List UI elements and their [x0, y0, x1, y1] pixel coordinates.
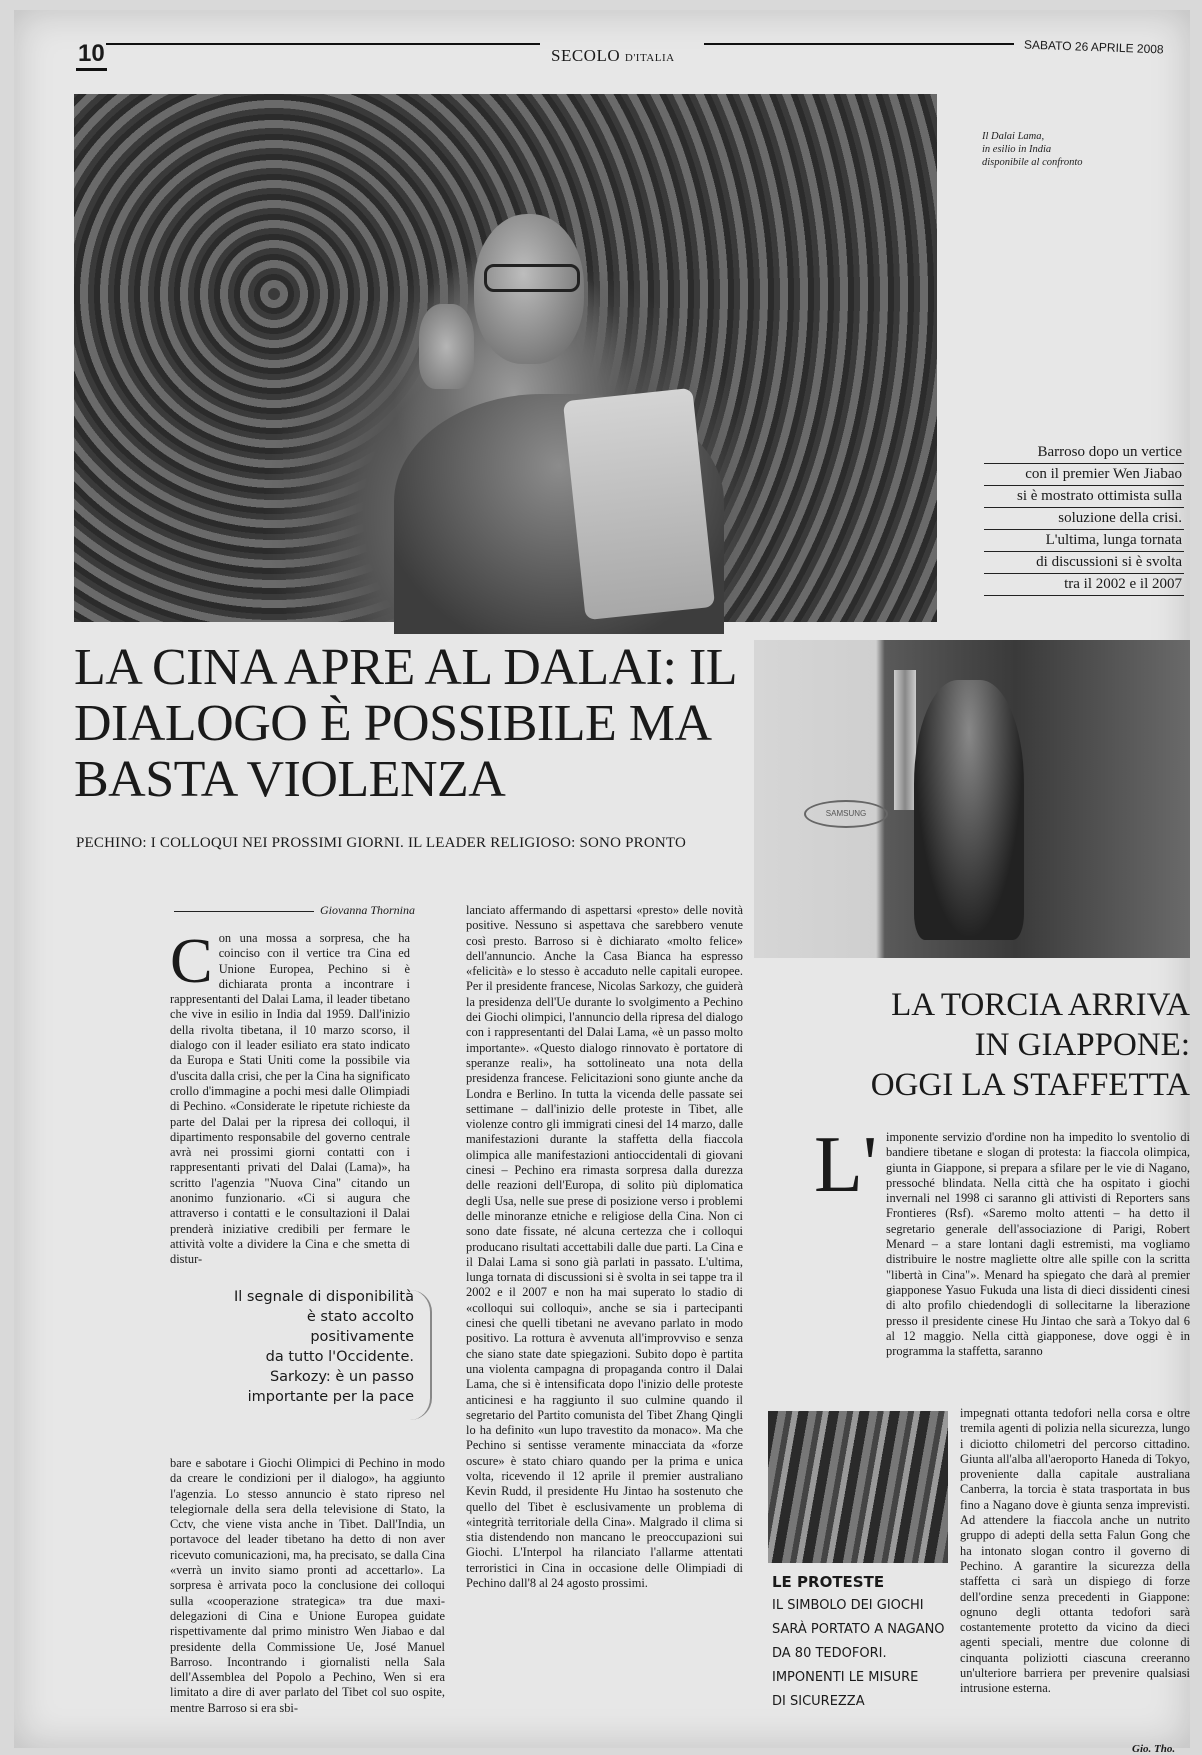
caption-line: Il Dalai Lama, [982, 131, 1045, 142]
callout-line: soluzione della crisi. [984, 508, 1184, 530]
callout-line: con il premier Wen Jiabao [984, 464, 1184, 486]
pull-quote-brace [410, 1290, 432, 1420]
callout-line: si è mostrato ottimista sulla [984, 486, 1184, 508]
pull-quote-line: Sarkozy: è un passo [269, 1369, 414, 1385]
callout-line: di discussioni si è svolta [984, 552, 1184, 574]
photo-glasses-shape [484, 264, 580, 292]
callout-line: tra il 2002 e il 2007 [984, 574, 1184, 596]
callout-box [984, 442, 1184, 596]
protest-title: LE PROTESTE [772, 1573, 885, 1591]
header-rule-right [704, 43, 1014, 45]
dropcap: C [170, 925, 213, 996]
protest-line: IL SIMBOLO DEI GIOCHI [772, 1598, 924, 1613]
pull-quote-line: importante per la pace [247, 1389, 414, 1405]
callout-line: Barroso dopo un vertice [984, 442, 1184, 464]
protest-photo [768, 1411, 948, 1563]
article-signature: Gio. Tho. [1132, 1743, 1176, 1755]
protest-line: DI SICUREZZA [772, 1694, 865, 1709]
protest-line: IMPONENTI LE MISURE [772, 1670, 919, 1685]
photo-caption [982, 130, 1083, 169]
subheadline: PECHINO: I COLLOQUI NEI PROSSIMI GIORNI. IL LEADER RELIGIOSO: SONO PRONTO [76, 835, 687, 851]
pull-quote-line: positivamente [310, 1329, 414, 1345]
torch-article-body: imponente servizio d'ordine non ha impedito lo sventolio di bandiere tibetane e slogan di protesta: la fiaccola olimpica, giunta in Giappone, si prepara a sfilare per le vie di Nagano, pressoché blindata. Nella città che ha ospitato i giochi invernali nel 1998 ci saranno gli attivisti di Reporters sans Frontieres (Rsf). «Saremo molto attenti – ha detto il segretario generale dell'associazione di Parigi, Robert Menard – a stare lontani dagli estremisti, ma vogliamo distribuire le nostre magliette oltre alle spille con la scritta "libertà in Cina"». Menard ha spiegato che darà al premier giapponese Yasuo Fukuda una lista di dieci dissidenti cinesi di alto profilo chiedendogli di sollecitarne la liberazione presso il presidente cinese Hu Jintao che sarà a Tokyo dal 6 al 12 maggio. Nella città giapponese, dove oggi è in programma la staffetta, saranno [886, 1130, 1190, 1359]
article-column-1 [170, 925, 410, 1291]
article-text: on una mossa a sorpresa, che ha coinciso con il vertice tra Cina ed Unione Europea, Pechino si è dichiarata pronta a incontrare i rappresentanti del Dalai Lama, il leader tibetano che vive in esilio in India dal 1959. Dall'inizio della rivolta tibetana, il 10 marzo scorso, il dialogo con il leader esiliato era stato indicato da Europa e Stati Uniti come la possibile via d'uscita dalla crisi, che per la Cina ha significato crollo d'immagine a pochi mesi dalle Olimpiadi di Pechino. «Considerate le ripetute richieste da parte del Dalai per la ripresa dei colloqui, il dipartimento responsabile del governo centrale avrà nei prossimi giorni contatti con i rappresentanti privati del Dalai (Lama)», ha scritto l'agenzia "Nuova Cina" citando un anonimo funzionario. «Ci si augura che attraverso i contatti e le consultazioni il Dalai prenderà iniziative credibili per fermare le attività volte a dividere la Cina e che smetta di distur- [170, 931, 410, 1267]
article-column-1-continued: bare e sabotare i Giochi Olimpici di Pechino in modo da creare le condizioni per il dialogo», ha aggiunto l'agenzia. Lo stesso annuncio è stato ripreso nel telegiornale della sera della televisione di Stato, la Cctv, che viene vista anche in Tibet. Dall'India, un portavoce del leader tibetano ha detto di non aver ricevuto comunicazioni, ma, ha precisato, se dalla Cina «verrà un invito siamo pronti ad accettarlo». La sorpresa è arrivata poco la conclusione dei colloqui sulla «cooperazione strategica» tra due maxi-delegazioni di Cina e Unione Europea guidate rispettivamente dal primo ministro Wen Jiabao e dal presidente della Commissione Ue, José Manuel Barroso. Incontrando i giornalisti nella Sala dell'Assemblea del Popolo a Pechino, Wen si era limitato a dire di aver parlato del Tibet col suo ospite, mentre Barroso si era sbi- [170, 1456, 445, 1715]
torch-title-line: IN GIAPPONE: [974, 1027, 1190, 1063]
dalai-lama-photo [74, 94, 937, 622]
newspaper-page [14, 10, 1190, 1755]
protest-line: DA 80 TEDOFORI. [772, 1646, 887, 1661]
torch-article-body-continued: impegnati ottanta tedofori nella corsa e oltre tremila agenti di polizia nella sicurezza, lungo i diciotto chilometri del percorso cittadino. Giunta all'alba all'aeroporto Haneda di Tokyo, proveniente dalla capitale australiana Canberra, la torcia è stata trasportata in bus fino a Nagano dove è giunta senza imprevisti. Ad attendere la fiaccola anche un nutrito gruppo di adepti della setta Falun Gong che ha intonato slogan contro il governo di Pechino. A garantire la sicurezza della staffetta ci sarà un dispiego di forze dell'ordine senza precedenti in Giappone: ognuno degli ottanta tedofori sarà costantemente protetto da vicino da dieci agenti speciali, mentre due colonne di cinquanta poliziotti ciascuna creeranno un'ulteriore barriera per prevenire qualsiasi intrusione esterna. [960, 1406, 1190, 1696]
torch-dropcap: L' [814, 1121, 878, 1209]
main-headline: LA CINA APRE AL DALAI: IL DIALOGO È POSSIBILE MA BASTA VIOLENZA [74, 639, 736, 808]
publication-suffix: D'ITALIA [624, 52, 675, 64]
torch-title-line: LA TORCIA ARRIVA [891, 987, 1190, 1023]
publication-name [551, 46, 675, 66]
photo-torch-shape [894, 670, 916, 810]
photo-torchbearer-shape [914, 680, 1024, 940]
torch-article-title [804, 985, 1190, 1105]
pull-quote [204, 1287, 414, 1407]
torch-title-line: OGGI LA STAFFETTA [870, 1067, 1190, 1103]
torch-photo [754, 640, 1190, 958]
header-rule-left [106, 43, 540, 45]
photo-hand-shape [419, 304, 474, 389]
byline: Giovanna Thornina [174, 903, 415, 918]
photo-scroll-shape [563, 388, 715, 620]
pull-quote-line: da tutto l'Occidente. [265, 1349, 414, 1365]
sponsor-logo: SAMSUNG [804, 800, 888, 828]
protest-line: SARÀ PORTATO A NAGANO [772, 1622, 945, 1637]
protest-box [772, 1570, 945, 1714]
issue-date: SABATO 26 APRILE 2008 [1023, 37, 1164, 57]
pull-quote-line: è stato accolto [306, 1309, 414, 1325]
pull-quote-line: Il segnale di disponibilità [233, 1289, 414, 1305]
page-number: 10 [76, 40, 107, 71]
callout-line: L'ultima, lunga tornata [984, 530, 1184, 552]
article-column-2: lanciato affermando di aspettarsi «presto» delle novità positive. Nessuno si aspettava che sarebbero venute così presto. Barroso si è dichiarato «molto felice» dell'annuncio. Anche la Casa Bianca ha espresso «felicità» e lo stesso è accaduto nelle capitali europee. Per il presidente francese, Nicolas Sarkozy, che guiderà la presidenza dell'Ue durante lo svolgimento a Pechino dei Giochi olimpici, l'annuncio della ripresa del dialogo con i rappresentanti del Dalai Lama, «è un passo molto importante». «Questo dialogo rinnovato è portatore di speranze reali», ha sottolineato una nota della presidenza francese. Felicitazioni sono giunte anche da Londra e Berlino. In tutta la vicenda delle passate sei settimane – dall'inizio delle proteste in Tibet, alle violenze contro gli immigrati cinesi del 14 marzo, dalle manifestazioni durante la staffetta della fiaccola olimpica alle manifestazioni antioccidentali di giovani cinesi – Pechino era rimasta sorpresa dalla durezza delle reazioni dell'Europa, di solito più diplomatica degli Usa, nelle sue prese di posizione verso i problemi delle minoranze etniche e religiose della Cina. Non ci sono date fissate, né alcuna certezza che i colloqui producano risultati accettabili dalle due parti. La Cina e il Dalai Lama si sono già parlati in passato. L'ultima, lunga tornata di discussioni si è svolta in sei tappe tra il 2002 e il 2007 e non ha mai superato lo stadio di «colloqui sui colloqui», anche se sia i partecipanti cinesi che quelli tibetani ne avevano parlato in modo positivo. La rottura è avvenuta all'improvviso e senza che siano state date spiegazioni. Subito dopo è partita una violenta campagna di propaganda contro il Dalai Lama, che si è intensificata dopo l'inizio delle proteste anticinesi e ha raggiunto il suo culmine quando il segretario del Partito comunista del Tibet Zhang Qingli lo ha definito «un lupo travestito da monaco». Ma che Pechino si sentisse veramente minacciata da «forze oscure» è stato chiaro quando per la prima e unica volta, ricevendo il 12 aprile il premier australiano Kevin Rudd, il presidente Hu Jintao ha sostenuto che quello del Tibet è esclusivamente un problema di «integrità territoriale della Cina». Malgrado il clima si stia distendendo non mancano le preoccupazioni sui Giochi. L'Interpol ha rilanciato l'allarme attentati terroristici in Cina in occasione delle Olimpiadi di Pechino dall'8 al 24 agosto prossimi. [466, 903, 743, 1591]
caption-line: disponibile al confronto [982, 157, 1083, 168]
publication-title: SECOLO [551, 46, 621, 65]
caption-line: in esilio in India [982, 144, 1052, 155]
